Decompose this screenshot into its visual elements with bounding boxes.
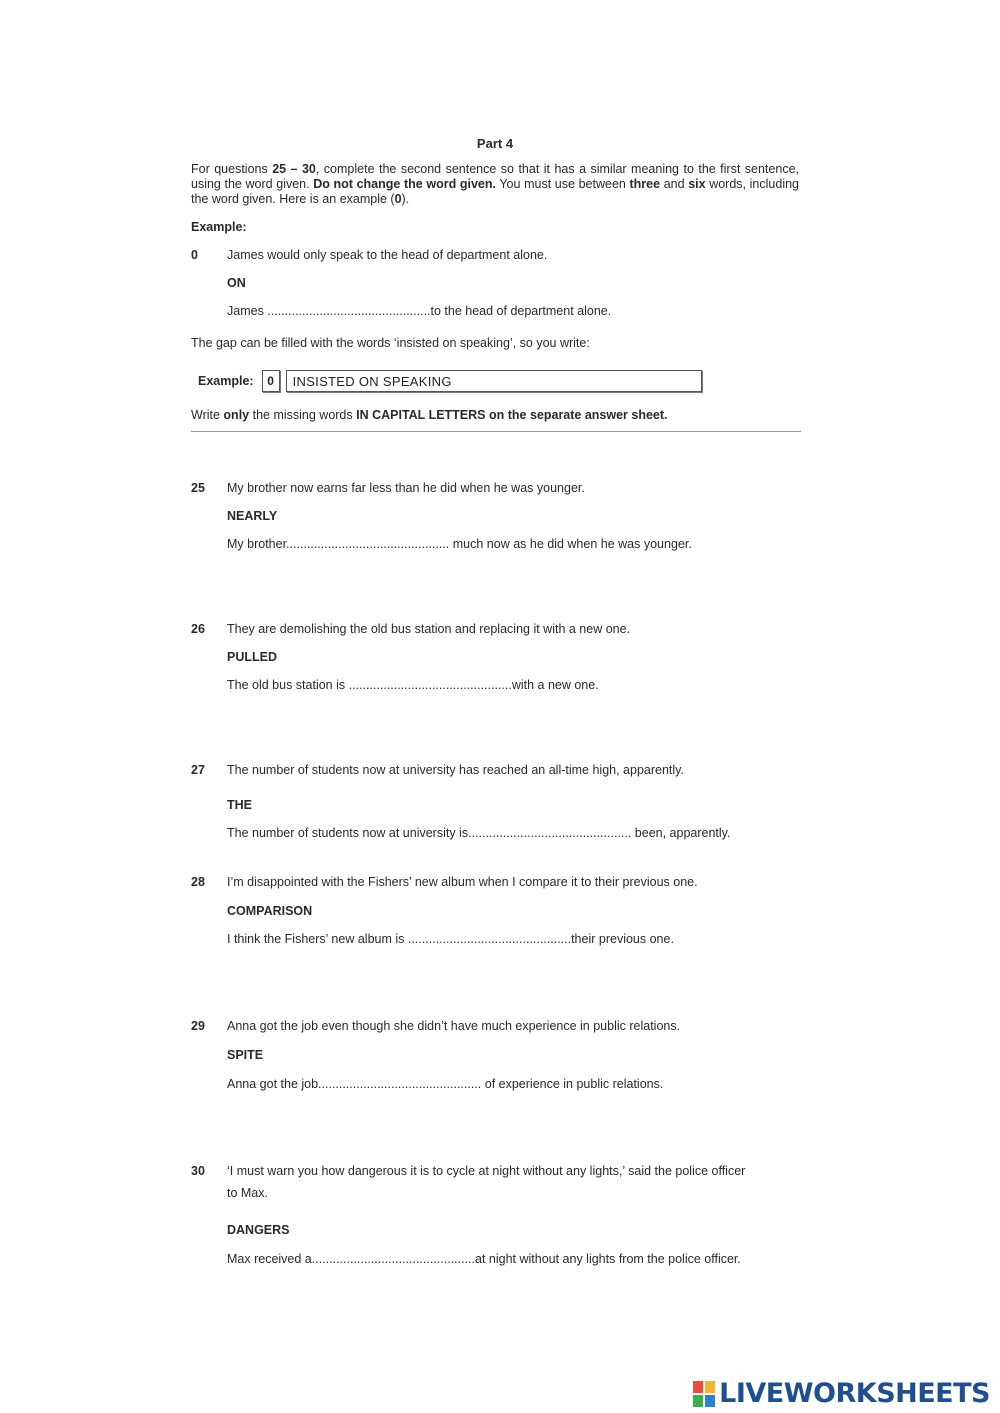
example-heading: Example: (191, 220, 247, 234)
question-sentence: My brother now earns far less than he did when he was younger. (227, 481, 585, 495)
question-sentence-line1: ‘I must warn you how dangerous it is to cycle at night without any lights,’ said the police officer (227, 1164, 746, 1178)
example-keyword: ON (227, 276, 246, 290)
answer-gap[interactable]: The old bus station is ...............................................with a new one. (227, 678, 599, 692)
answer-gap[interactable]: Max received a...............................................at night without any lights from the police officer. (227, 1252, 741, 1266)
question-number: 30 (191, 1164, 205, 1178)
logo-mark-icon (693, 1381, 715, 1407)
example-explanation: The gap can be filled with the words ‘insisted on speaking’, so you write: (191, 336, 590, 350)
question-keyword: THE (227, 798, 252, 812)
example-sentence: James would only speak to the head of department alone. (227, 248, 548, 262)
question-sentence: I’m disappointed with the Fishers’ new album when I compare it to their previous one. (227, 875, 698, 889)
question-keyword: PULLED (227, 650, 277, 664)
instructions: For questions 25 – 30, complete the second sentence so that it has a similar meaning to the first sentence, using the word given. Do not change the word given. You must use between three and six words, including the word given. Here is an example (0). (191, 162, 799, 206)
question-sentence: The number of students now at university has reached an all-time high, apparently. (227, 763, 684, 777)
part-title: Part 4 (476, 136, 514, 151)
example-answer-box (198, 369, 702, 393)
logo-text: LIVEWORKSHEETS (719, 1378, 990, 1409)
write-note: Write only the missing words IN CAPITAL LETTERS on the separate answer sheet. (191, 408, 668, 422)
example-box-label: Example: (198, 374, 254, 388)
answer-gap[interactable]: Anna got the job............................................... of experience in public relations. (227, 1077, 664, 1091)
question-sentence-line2: to Max. (227, 1186, 268, 1200)
question-keyword: COMPARISON (227, 904, 313, 918)
question-number: 26 (191, 622, 205, 636)
question-keyword: NEARLY (227, 509, 278, 523)
answer-gap[interactable]: I think the Fishers’ new album is ...............................................their previous one. (227, 932, 674, 946)
example-number: 0 (191, 248, 198, 262)
liveworksheets-logo (693, 1378, 990, 1409)
question-sentence: Anna got the job even though she didn’t have much experience in public relations. (227, 1019, 681, 1033)
question-number: 27 (191, 763, 205, 777)
question-number: 28 (191, 875, 205, 889)
example-box-number: 0 (262, 370, 280, 392)
question-number: 29 (191, 1019, 205, 1033)
question-sentence: They are demolishing the old bus station and replacing it with a new one. (227, 622, 631, 636)
question-number: 25 (191, 481, 205, 495)
divider (191, 431, 801, 432)
answer-gap[interactable]: The number of students now at university is............................................... been, apparently. (227, 826, 731, 840)
example-box-answer: INSISTED ON SPEAKING (286, 370, 702, 392)
question-keyword: DANGERS (227, 1223, 290, 1237)
question-keyword: SPITE (227, 1048, 264, 1062)
example-transformation: James ...............................................to the head of department alone. (227, 304, 612, 318)
answer-gap[interactable]: My brother............................................... much now as he did when he was younger. (227, 537, 692, 551)
